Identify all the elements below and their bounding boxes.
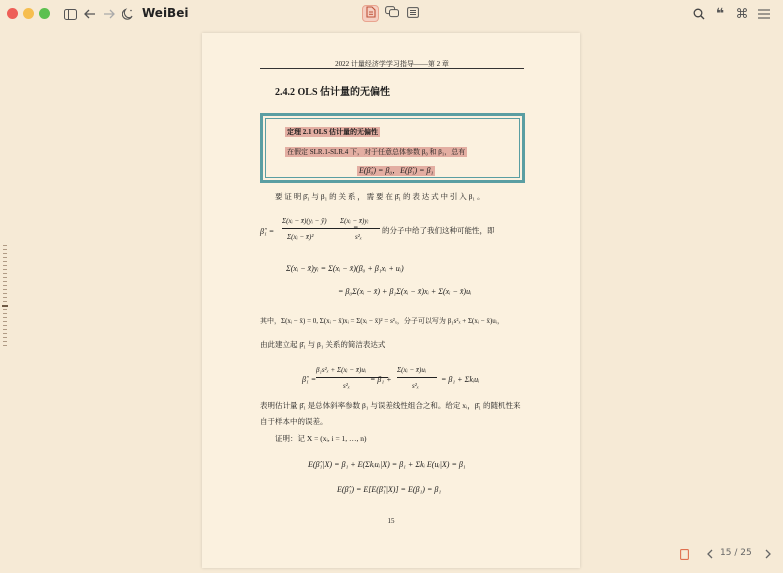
eq1-denominator-1: Σ(xᵢ − x̄)² [287,233,314,241]
proof-intro: 证明：记 X = (xᵢ, i = 1, …, n) [275,434,367,443]
page-number: 15 [387,517,395,525]
eq1-numerator-2: Σ(xᵢ − x̄)yᵢ [340,217,369,225]
theorem-title: 定理 2.1 OLS 估计量的无偏性 [287,128,379,136]
eq5: E(β̂₁) = E[E(β̂₁|X)] = E(β₁) = β₁ [337,485,442,494]
paragraph-3b: 自于样本中的误差。 [260,417,328,426]
eq3-denominator-2: s²ₓ [412,382,419,390]
search-icon[interactable] [692,7,706,21]
document-page [202,33,580,568]
reader-mode-button[interactable] [404,5,421,22]
page-indicator [720,548,752,558]
paragraph-2a: 其中，Σ(xᵢ − x̄) = 0, Σ(xᵢ − x̄)xᵢ = Σ(xᵢ − x̄)² = s²ₓ，分子可以写为 β₁s²ₓ + Σ(xᵢ − x̄)uᵢ， [260,317,504,325]
theme-moon-icon[interactable] [121,7,135,21]
paragraph-3a: 表明估计量 β̂₁ 是总体斜率参数 β₁ 与误差线性组合之和。给定 xᵢ，β̂₁ 的随机性来 [260,401,521,410]
zoom-window-button[interactable] [39,8,50,19]
eq3-middle: = β₁ + [370,375,392,384]
eq2-line-2: = β₀Σ(xᵢ − x̄) + β₁Σ(xᵢ − x̄)xᵢ + Σ(xᵢ − x̄)uᵢ [338,287,472,296]
header-rule [260,68,524,69]
theorem-statement: 在假定 SLR.1-SLR.4 下，对于任意总体参数 β₀ 和 β₁，总有 [287,148,466,156]
bookmark-icon[interactable] [677,547,691,561]
eq3-numerator-2: Σ(xᵢ − x̄)uᵢ [397,366,426,374]
running-header: 2022 计量经济学学习指导——第 2 章 [335,60,449,68]
page-separator: / [734,548,738,558]
eq2-line-1: Σ(xᵢ − x̄)yᵢ = Σ(xᵢ − x̄)(β₀ + β₁xᵢ + uᵢ) [286,264,404,273]
eq3-lhs: β̂₁ = [302,375,317,384]
scroll-position-marker[interactable] [2,305,8,307]
eq1-fraction-bar-2 [340,228,380,229]
eq1-denominator-2: s²ₓ [355,233,362,241]
app-title: WeiBei [142,6,189,20]
chat-mode-icon [385,5,399,23]
single-page-mode-icon [366,5,376,23]
eq3-numerator-1: β₁s²ₓ + Σ(xᵢ − x̄)uᵢ [316,366,366,374]
back-arrow-icon[interactable] [83,7,97,21]
eq1-lhs: β̂₁ = [260,227,275,236]
eq3-tail: = β₁ + Σkᵢuᵢ [441,375,480,384]
close-window-button[interactable] [7,8,18,19]
eq1-tail-text: 的分子中给了我们这种可能性，即 [382,226,495,235]
current-page: 15 [720,548,732,558]
section-title: 2.4.2 OLS 估计量的无偏性 [275,87,391,98]
forward-arrow-icon[interactable] [102,7,116,21]
paragraph-1: 要 证 明 β̂₁ 与 β₁ 的 关 系 ， 需 要 在 β̂₁ 的 表 达 式 中 引 入 β₁ 。 [275,192,485,201]
minimize-window-button[interactable] [23,8,34,19]
eq1-numerator-1: Σ(xᵢ − x̄)(yᵢ − ȳ) [282,217,327,225]
title-bar [0,0,783,28]
theorem-box [260,113,525,183]
eq3-fraction-bar-2 [397,377,437,378]
paragraph-2b: 由此建立起 β̂₁ 与 β₁ 关系的简洁表达式 [260,340,386,349]
single-page-mode-button[interactable] [362,5,379,22]
scroll-ruler[interactable] [3,245,7,349]
sidebar-toggle-icon[interactable] [63,7,77,21]
chat-mode-button[interactable] [383,5,400,22]
chevron-left-icon[interactable] [702,547,716,561]
eq4: E(β̂₁|X) = β₁ + E(Σkᵢuᵢ|X) = β₁ + Σkᵢ E(uᵢ|X) = β₁ [308,460,466,469]
eq3-denominator-1: s²ₓ [343,382,350,390]
command-icon[interactable]: ⌘ [735,6,749,22]
menu-icon[interactable] [757,7,771,21]
reader-mode-icon [407,5,419,23]
chevron-right-icon[interactable] [761,547,775,561]
quote-icon[interactable]: ❝ [715,6,725,22]
theorem-formula: E(β̂₀) = β₀，E(β̂₁) = β₁ [359,166,434,175]
total-pages: 25 [740,548,752,558]
